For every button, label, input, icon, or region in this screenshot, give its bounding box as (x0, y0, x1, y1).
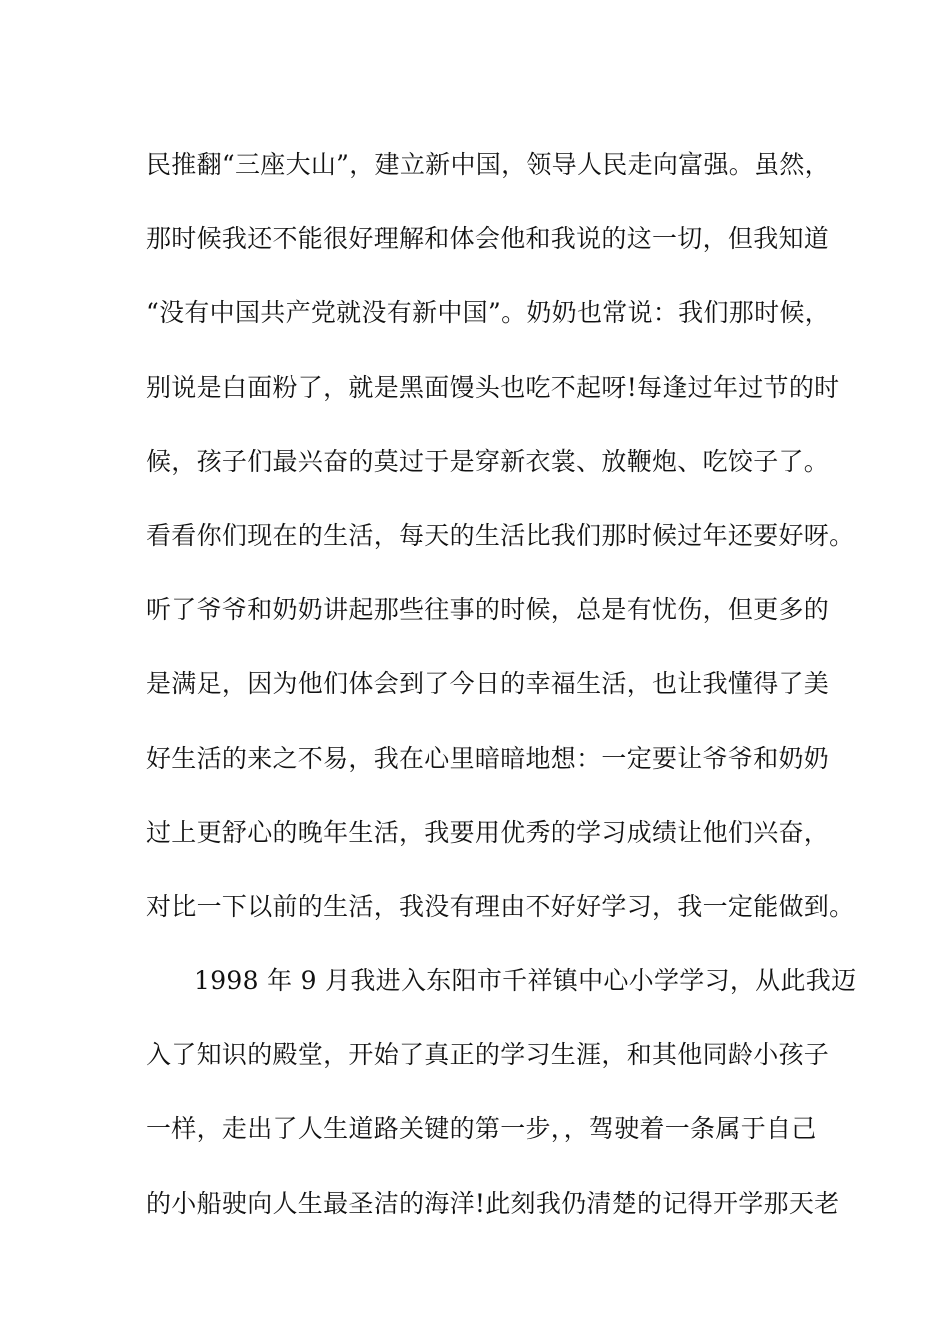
paragraph-start-line: 1998 年 9 月我进入东阳市千祥镇中心小学学习，从此我迈 (194, 966, 857, 996)
text-line: 那时候我还不能很好理解和体会他和我说的这一切，但我知道 (146, 224, 830, 254)
text-line: 别说是白面粉了，就是黑面馒头也吃不起呀!每逢过年过节的时 (146, 372, 840, 402)
text-line: 入了知识的殿堂，开始了真正的学习生涯，和其他同龄小孩子 (146, 1040, 830, 1070)
text-line: 的小船驶向人生最圣洁的海洋!此刻我仍清楚的记得开学那天老 (146, 1188, 840, 1218)
text-line: 听了爷爷和奶奶讲起那些往事的时候，总是有忧伤，但更多的 (146, 595, 830, 625)
text-line: 过上更舒心的晚年生活，我要用优秀的学习成绩让他们兴奋， (146, 817, 830, 847)
text-line: 好生活的来之不易，我在心里暗暗地想：一定要让爷爷和奶奶 (146, 743, 830, 773)
text-line: 一样，走出了人生道路关键的第一步，，驾驶着一条属于自己 (146, 1114, 817, 1144)
text-line: 看看你们现在的生活，每天的生活比我们那时候过年还要好呀。 (146, 520, 855, 550)
text-line: 是满足，因为他们体会到了今日的幸福生活，也让我懂得了美 (146, 669, 830, 699)
document-body (146, 128, 857, 1241)
text-line: 对比一下以前的生活，我没有理由不好好学习，我一定能做到。 (146, 891, 855, 921)
text-line: 候，孩子们最兴奋的莫过于是穿新衣裳、放鞭炮、吃饺子了。 (146, 446, 830, 476)
text-line: 民推翻“三座大山”，建立新中国，领导人民走向富强。虽然， (146, 150, 830, 179)
text-line: “没有中国共产党就没有新中国”。奶奶也常说：我们那时候， (146, 298, 830, 328)
